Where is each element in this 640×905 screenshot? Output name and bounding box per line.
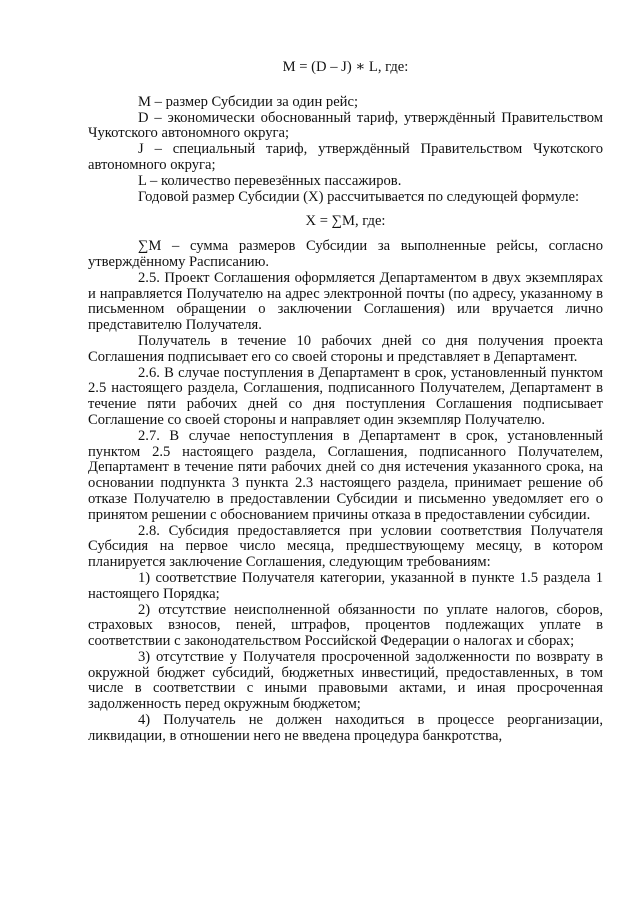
requirement-3: 3) отсутствие у Получателя просроченной задолженности по возврату в окружной бюджет субсидий, бюджетных инвестиций, предоставленных, в том числе в соответствии с иными правовыми актами, и иная просроченная задолженность перед окружным бюджетом;: [88, 648, 603, 713]
paragraph-2-5: 2.5. Проект Соглашения оформляется Департаментом в двух экземплярах и направляется Получателю на адрес электронной почты (по адресу, указанному в письменном обращении о заключении Соглашения) или вручается лично представителю Получателя.: [88, 269, 603, 334]
paragraph-2-6: 2.6. В случае поступления в Департамент в срок, установленный пунктом 2.5 настоящего раздела, Соглашения, подписанного Получателем, Департамент в течение пяти рабочих дней со дня поступления Соглашения подписывает Соглашение со своей стороны и направляет один экземпляр Получателю.: [88, 364, 603, 428]
definition-sum-m: ∑M – сумма размеров Субсидии за выполненные рейсы, согласно утверждённому Расписанию.: [88, 238, 603, 270]
requirement-4: 4) Получатель не должен находиться в процессе реорганизации, ликвидации, в отношении него не введена процедура банкротства,: [88, 712, 603, 744]
formula-subsidy-per-trip: М = (D – J) ∗ L, где:: [282, 59, 409, 75]
requirement-1: 1) соответствие Получателя категории, указанной в пункте 1.5 раздела 1 настоящего Порядка;: [88, 569, 603, 602]
definition-j: J – специальный тариф, утверждённый Правительством Чукотского автономного округа;: [88, 141, 603, 173]
requirement-2: 2) отсутствие неисполненной обязанности по уплате налогов, сборов, страховых взносов, пеней, штрафов, процентов подлежащих уплате в соответствии с законодательством Российской Федерации о налогах и сборах;: [88, 601, 603, 650]
paragraph-recipient-signing: Получатель в течение 10 рабочих дней со дня получения проекта Соглашения подписывает его со своей стороны и представляет в Департамент.: [88, 332, 603, 365]
definition-d: D – экономически обоснованный тариф, утверждённый Правительством Чукотского автономного округа;: [88, 109, 603, 142]
paragraph-2-8: 2.8. Субсидия предоставляется при условии соответствия Получателя Субсидия на первое число месяца, предшествующему месяцу, в котором планируется заключение Соглашения, следующим требованиям:: [88, 522, 603, 571]
definition-m: M – размер Субсидии за один рейс;: [138, 93, 359, 110]
paragraph-2-7: 2.7. В случае непоступления в Департамент в срок, установленный пунктом 2.5 настоящего раздела, Соглашения, подписанного Получателем, Департамент в течение пяти рабочих дней со дня истечения указанного срока, на основании подпункта 3 пункта 2.3 настоящего раздела, принимает решение об отказе Получателю в предоставлении Субсидии и письменно уведомляет его о принятом решении с обоснованием причины отказа в предоставлении субсидии.: [88, 427, 603, 523]
definition-l: L – количество перевезённых пассажиров.: [138, 172, 402, 189]
annual-formula-intro: Годовой размер Субсидии (X) рассчитывается по следующей формуле:: [138, 188, 580, 205]
document-page: [88, 60, 603, 745]
formula-annual-subsidy: X = ∑M, где:: [305, 213, 386, 230]
